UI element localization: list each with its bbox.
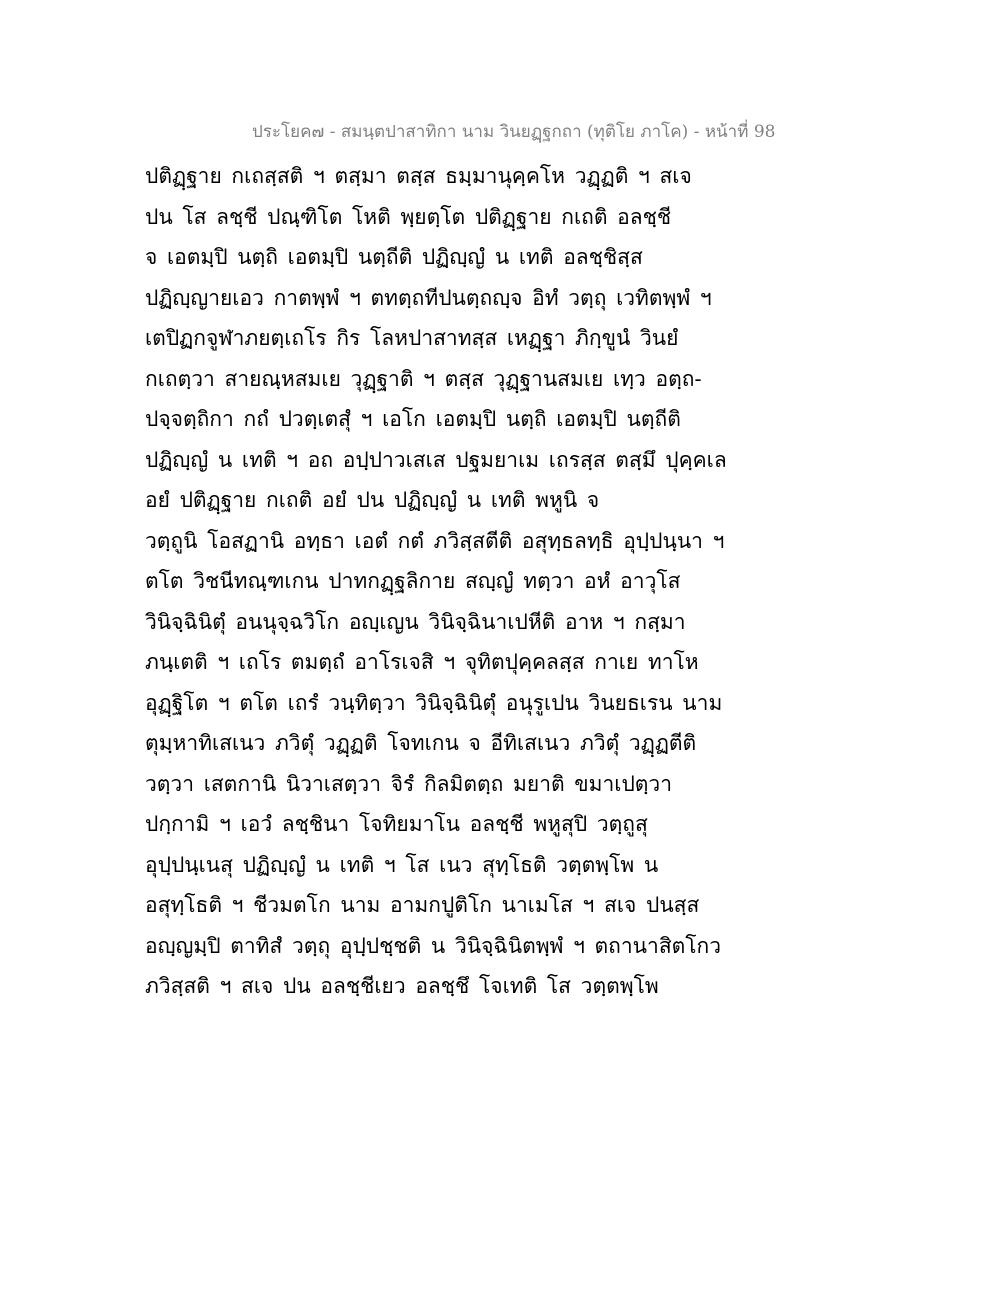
text-line: ภนฺเตติ ฯ เถโร ตมตฺถํ อาโรเจสิ ฯ จุทิตปุคฺคลสฺส กาเย ทาโห: [145, 650, 699, 674]
text-line: ปติฏฺฐาย กเถสฺสติ ฯ ตสฺมา ตสฺส ธมฺมานุคฺคโห วฏฺฏติ ฯ สเจ: [145, 164, 692, 188]
text-line: วตฺถูนิ โอสฏานิ อทฺธา เอตํ กตํ ภวิสฺสตีติ อสุทฺธลทฺธิ อุปฺปนฺนา ฯ: [145, 528, 725, 553]
text-line: ปกฺกามิ ฯ เอวํ ลชฺชินา โจทิยมาโน อลชฺชี พหูสุปิ วตฺถูสุ: [145, 812, 648, 836]
page-body: [145, 156, 845, 1007]
text-line: ตโต วิชนีทณฺฑเกน ปาทกฏฺฐลิกาย สญฺญํ ทตฺวา อหํ อาวุโส: [145, 569, 681, 593]
text-line: ปฏิญฺญายเอว กาตพฺพํ ฯ ตทตฺถทีปนตฺถญฺจ อิทํ วตฺถุ เวทิตพฺพํ ฯ: [145, 285, 712, 310]
text-line: ภวิสฺสติ ฯ สเจ ปน อลชฺชีเยว อลชฺชึ โจเทติ โส วตฺตพฺโพ: [145, 974, 659, 998]
text-line: ตุมฺหาทิเสเนว ภวิตุํ วฏฺฏติ โจทเกน จ อีทิเสเนว ภวิตุํ วฏฺฏตีติ: [145, 731, 697, 755]
text-line: อยํ ปติฏฺฐาย กเถติ อยํ ปน ปฏิญฺญํ น เทติ พหูนิ จ: [145, 488, 600, 512]
page-header: ประโยค๗ - สมนฺตปาสาทิกา นาม วินยฏฺฐกถา (ทุติโย ภาโค) - หน้าที่ 98: [252, 122, 776, 142]
text-line: ปจฺจตฺถิกา กถํ ปวตฺเตสุํ ฯ เอโก เอตมฺปิ นตฺถิ เอตมฺปิ นตฺถีติ: [145, 407, 681, 431]
text-line: จ เอตมฺปิ นตฺถิ เอตมฺปิ นตฺถีติ ปฏิญฺญํ น เทติ อลชฺชิสฺส: [145, 245, 643, 269]
text-line: อุฏฺฐิโต ฯ ตโต เถรํ วนฺทิตฺวา วินิจฺฉินิตุํ อนุรูเปน วินยธเรน นาม: [145, 690, 723, 715]
text-line: ปฏิญฺญํ น เทติ ฯ อถ อปฺปาวเสเส ปฐมยาเม เถรสฺส ตสฺมึ ปุคฺคเล: [145, 447, 727, 472]
text-line: ปน โส ลชฺชี ปณฺฑิโต โหติ พฺยตฺโต ปติฏฺฐาย กเถติ อลชฺชี: [145, 204, 672, 229]
text-line: เตปิฏกจูฬาภยตฺเถโร กิร โลหปาสาทสฺส เหฏฺฐา ภิกฺขูนํ วินยํ: [145, 326, 679, 350]
text-line: อญฺญมฺปิ ตาทิสํ วตฺถุ อุปฺปชฺชติ น วินิจฺฉินิตพฺพํ ฯ ตถานาสิตโกว: [145, 933, 722, 958]
text-line: อสุทฺโธติ ฯ ชีวมตโก นาม อามกปูติโก นาเมโส ฯ สเจ ปนสฺส: [145, 893, 700, 917]
text-line: วตฺวา เสตกานิ นิวาเสตฺวา จิรํ กิลมิตตฺถ มยาติ ขมาเปตฺวา: [145, 771, 673, 796]
text-line: อุปฺปนฺเนสุ ปฏิญฺญํ น เทติ ฯ โส เนว สุทฺโธติ วตฺตพฺโพ น: [145, 852, 659, 877]
text-line: กเถตฺวา สายณฺหสมเย วุฏฺฐาติ ฯ ตสฺส วุฏฺฐานสมเย เทฺว อตฺถ-: [145, 366, 702, 391]
text-line: วินิจฺฉินิตุํ อนนุจฺฉวิโก อญฺเญน วินิจฺฉินาเปหีติ อาห ฯ กสฺมา: [145, 609, 686, 634]
